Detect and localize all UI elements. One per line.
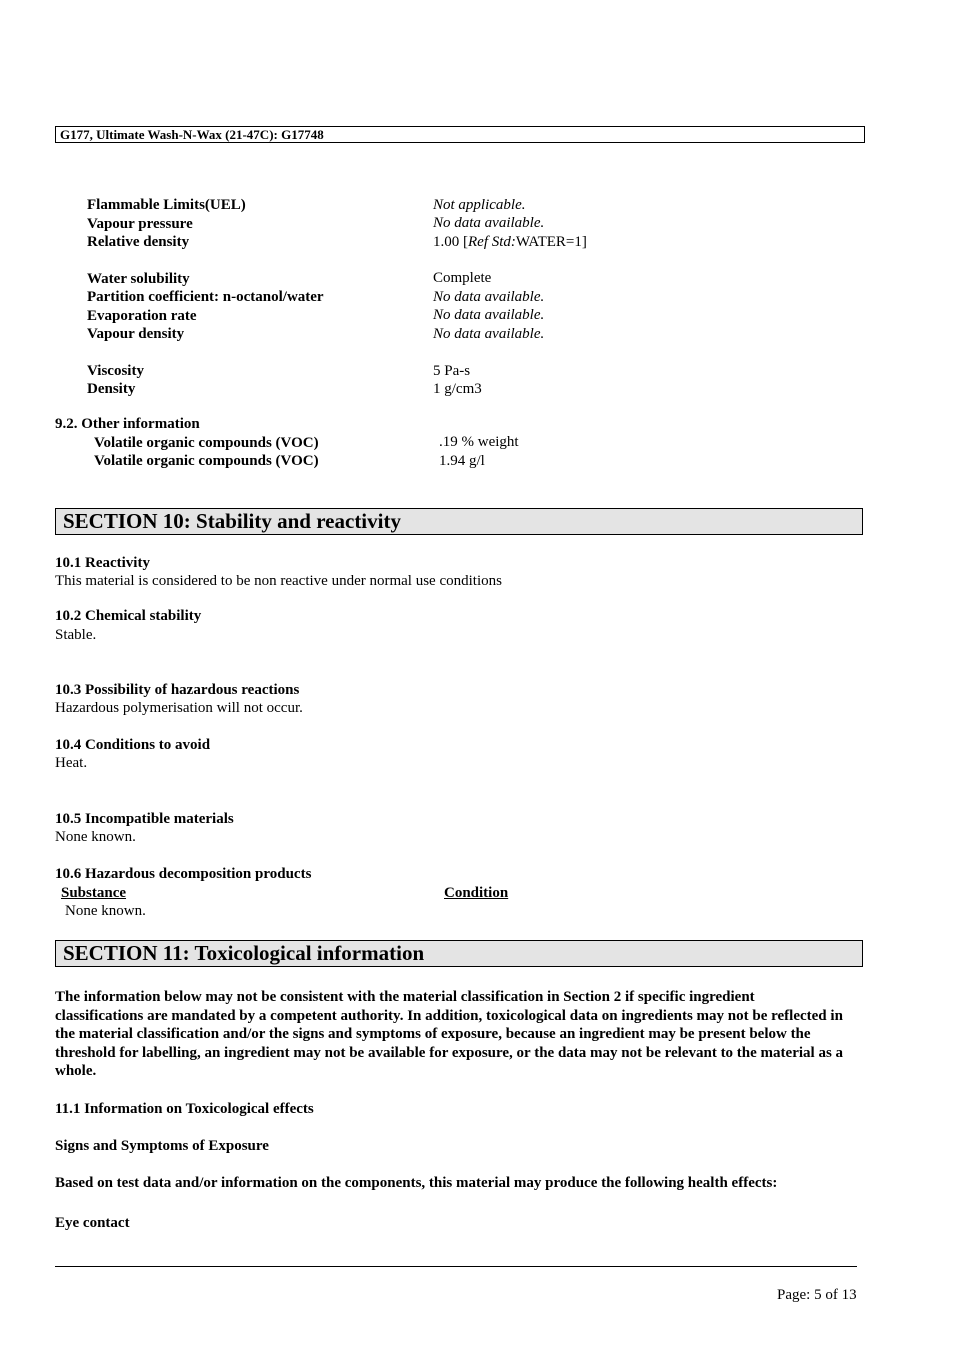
voc-value: 1.94 g/l (439, 453, 485, 469)
property-value: 1 g/cm3 (433, 381, 482, 397)
property-label: Partition coefficient: n-octanol/water (87, 289, 324, 305)
property-label: Density (87, 381, 136, 397)
eye-contact-heading: Eye contact (55, 1215, 130, 1231)
section-10-heading: SECTION 10: Stability and reactivity (55, 508, 863, 535)
property-label: Flammable Limits(UEL) (87, 197, 246, 213)
column-header-substance: Substance (61, 885, 127, 901)
property-value: No data available. (433, 307, 545, 323)
property-value: 5 Pa-s (433, 363, 471, 379)
voc-label: Volatile organic compounds (VOC) (94, 435, 319, 451)
property-value: Not applicable. (433, 197, 526, 213)
property-value-relative-density (433, 233, 587, 251)
property-value: No data available. (433, 215, 545, 231)
value-ref-std: Ref Std: (468, 234, 516, 250)
property-label: Viscosity (87, 363, 144, 379)
signs-symptoms-heading: Signs and Symptoms of Exposure (55, 1138, 269, 1154)
section-11-heading: SECTION 11: Toxicological information (55, 940, 863, 967)
toxicology-intro-paragraph: The information below may not be consistent with the material classification in Section 2 if specific ingredient classifications are mandated by a competent authority. In addition, toxicological data on ingredients may not be reflected in the material classification and/or the signs and symptoms of exposure, because an ingredient may be present below the threshold for labelling, an ingredient may not be available for exposure, or the data may not be relevant to the material as a whole. (55, 989, 844, 1080)
decomposition-heading: 10.6 Hazardous decomposition products (55, 866, 312, 882)
property-label: Relative density (87, 234, 190, 250)
property-label: Vapour pressure (87, 216, 193, 232)
subsection-text: None known. (55, 829, 136, 845)
property-value: No data available. (433, 326, 545, 342)
property-label: Water solubility (87, 271, 190, 287)
subsection-text: This material is considered to be non reactive under normal use conditions (55, 573, 502, 589)
document-title-bar: G177, Ultimate Wash-N-Wax (21-47C): G17748 (55, 126, 865, 143)
property-label: Evaporation rate (87, 308, 197, 324)
subsection-heading: 10.2 Chemical stability (55, 608, 202, 624)
other-info-heading: 9.2. Other information (55, 416, 200, 432)
voc-value: .19 % weight (439, 434, 519, 450)
health-effects-statement: Based on test data and/or information on the components, this material may produce the following health effects: (55, 1175, 778, 1191)
subsection-text: Hazardous polymerisation will not occur. (55, 700, 303, 716)
subsection-heading: 10.3 Possibility of hazardous reactions (55, 682, 300, 698)
subsection-text: Stable. (55, 627, 97, 643)
tox-info-heading: 11.1 Information on Toxicological effects (55, 1101, 314, 1117)
voc-label: Volatile organic compounds (VOC) (94, 453, 319, 469)
page-number: Page: 5 of 13 (777, 1287, 857, 1303)
footer-divider (55, 1266, 857, 1267)
subsection-heading: 10.1 Reactivity (55, 555, 150, 571)
column-header-condition: Condition (444, 885, 509, 901)
decomposition-value: None known. (65, 903, 146, 919)
subsection-text: Heat. (55, 755, 88, 771)
property-label: Vapour density (87, 326, 185, 342)
property-value: No data available. (433, 289, 545, 305)
subsection-heading: 10.5 Incompatible materials (55, 811, 234, 827)
property-value: Complete (433, 270, 492, 286)
subsection-heading: 10.4 Conditions to avoid (55, 737, 211, 753)
value-prefix: 1.00 [ (433, 234, 468, 250)
value-suffix: WATER=1] (515, 234, 587, 250)
